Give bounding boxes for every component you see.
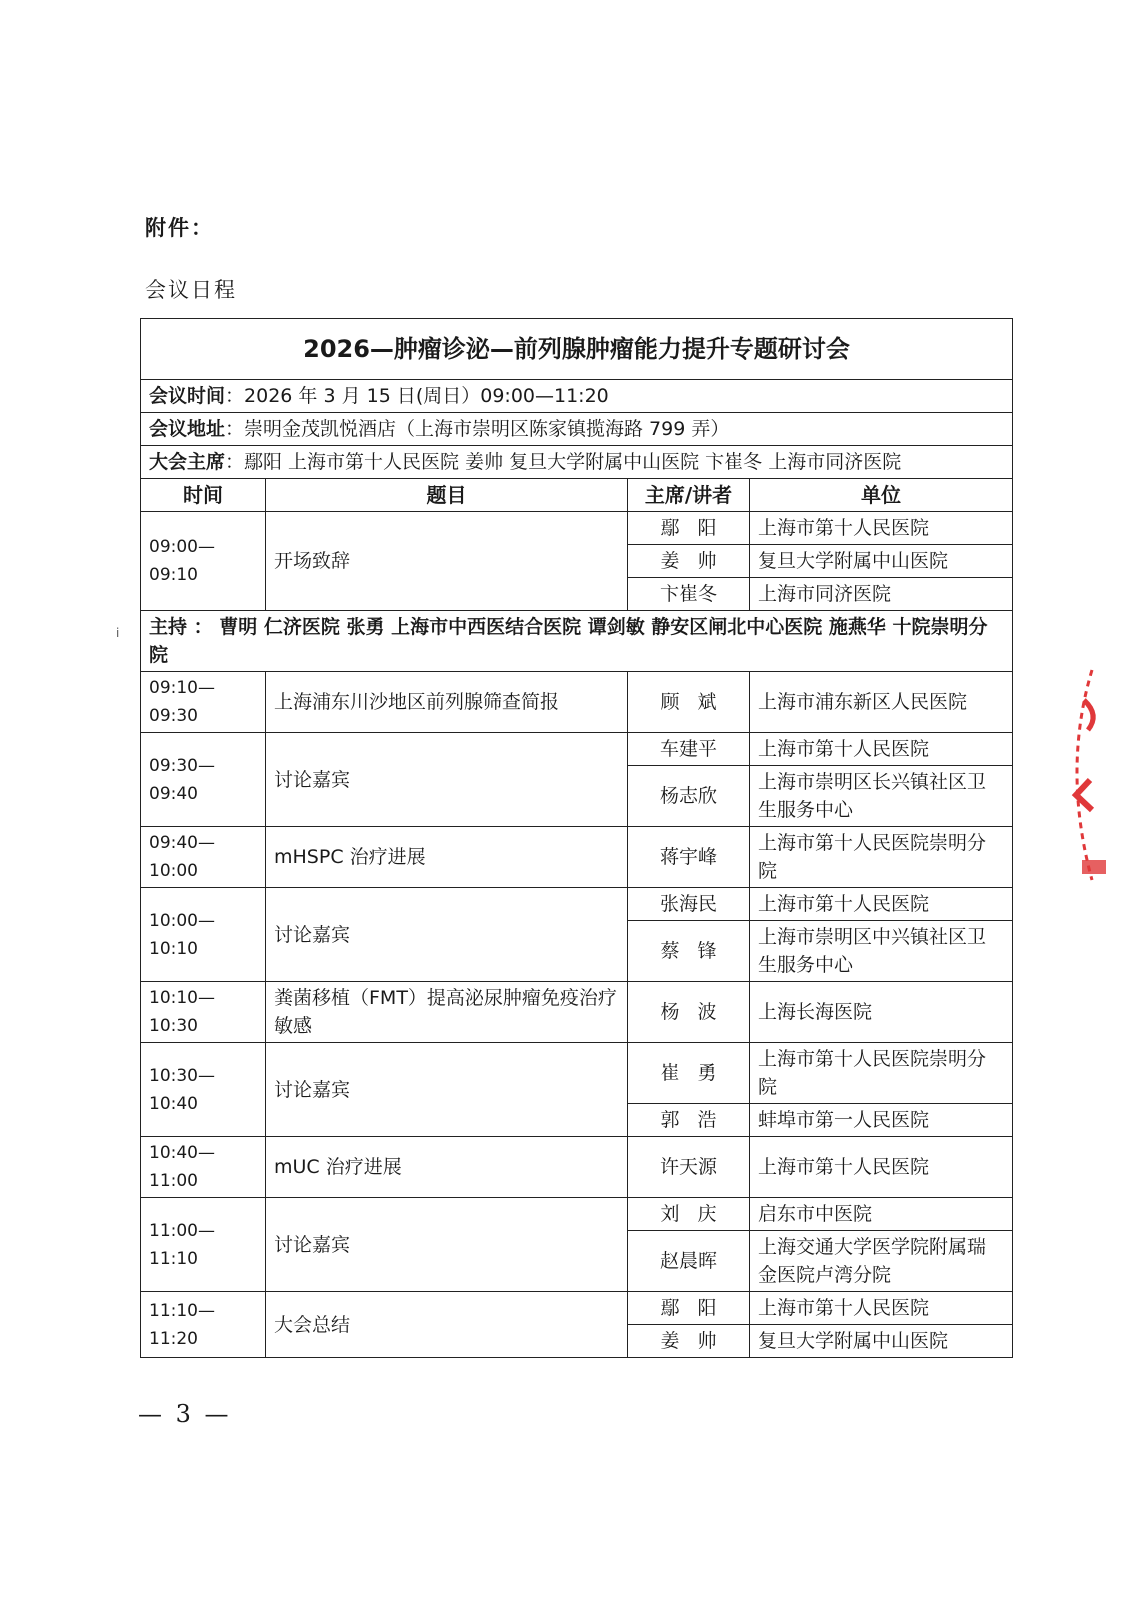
opening-topic: 开场致辞 xyxy=(266,512,628,611)
speaker-name: 鄢阳 xyxy=(628,1292,750,1325)
speaker-name: 杨志欣 xyxy=(628,766,750,827)
speaker-unit: 蚌埠市第一人民医院 xyxy=(750,1104,1013,1137)
session-row xyxy=(141,888,1013,921)
attachment-label: 附件： xyxy=(145,215,214,240)
session-topic: 讨论嘉宾 xyxy=(266,733,628,827)
speaker-unit: 上海市第十人民医院 xyxy=(750,1292,1013,1325)
speaker-name: 崔勇 xyxy=(628,1043,750,1104)
col-header-topic: 题目 xyxy=(266,479,628,512)
session-time: 10:40—11:00 xyxy=(141,1137,266,1198)
session-row xyxy=(141,733,1013,766)
speaker-unit: 上海市第十人民医院 xyxy=(750,888,1013,921)
session-topic: 上海浦东川沙地区前列腺筛查简报 xyxy=(266,672,628,733)
opening-speaker-name: 姜帅 xyxy=(628,545,750,578)
session-row xyxy=(141,672,1013,733)
session-row xyxy=(141,982,1013,1043)
session-time: 09:40—10:00 xyxy=(141,827,266,888)
chair-row xyxy=(141,446,1013,479)
speaker-name: 姜帅 xyxy=(628,1325,750,1358)
speaker-name: 许天源 xyxy=(628,1137,750,1198)
session-time: 09:30—09:40 xyxy=(141,733,266,827)
speaker-name: 郭浩 xyxy=(628,1104,750,1137)
session-time: 10:10—10:30 xyxy=(141,982,266,1043)
session-topic: 讨论嘉宾 xyxy=(266,1198,628,1292)
col-header-unit: 单位 xyxy=(750,479,1013,512)
session-time: 11:10—11:20 xyxy=(141,1292,266,1358)
speaker-name: 赵晨晖 xyxy=(628,1231,750,1292)
col-header-time: 时间 xyxy=(141,479,266,512)
speaker-unit: 启东市中医院 xyxy=(750,1198,1013,1231)
title-row xyxy=(141,319,1013,380)
schedule-table xyxy=(140,318,1013,1358)
chair-value: ：鄢阳 上海市第十人民医院 姜帅 复旦大学附属中山医院 卞崔冬 上海市同济医院 xyxy=(225,451,902,473)
session-time: 10:30—10:40 xyxy=(141,1043,266,1137)
venue-value: ：崇明金茂凯悦酒店（上海市崇明区陈家镇揽海路 799 弄） xyxy=(225,418,730,440)
session-row xyxy=(141,1198,1013,1231)
speaker-unit: 上海市浦东新区人民医院 xyxy=(750,672,1013,733)
meeting-chair xyxy=(141,446,1013,479)
opening-speaker-unit: 复旦大学附属中山医院 xyxy=(750,545,1013,578)
speaker-unit: 上海市崇明区长兴镇社区卫生服务中心 xyxy=(750,766,1013,827)
speaker-unit: 上海市第十人民医院 xyxy=(750,733,1013,766)
opening-row xyxy=(141,512,1013,545)
speaker-name: 顾斌 xyxy=(628,672,750,733)
agenda-heading: 会议日程 xyxy=(145,278,237,302)
speaker-name: 蒋宇峰 xyxy=(628,827,750,888)
speaker-unit: 上海市第十人民医院崇明分院 xyxy=(750,1043,1013,1104)
speaker-unit: 上海市崇明区中兴镇社区卫生服务中心 xyxy=(750,921,1013,982)
session-topic: 讨论嘉宾 xyxy=(266,1043,628,1137)
session-row xyxy=(141,1292,1013,1325)
speaker-unit: 上海市第十人民医院 xyxy=(750,1137,1013,1198)
margin-mark: ⅰ xyxy=(116,626,120,640)
session-row xyxy=(141,1137,1013,1198)
session-topic: 粪菌移植（FMT）提高泌尿肿瘤免疫治疗敏感 xyxy=(266,982,628,1043)
session-topic: mHSPC 治疗进展 xyxy=(266,827,628,888)
time-row xyxy=(141,380,1013,413)
meeting-time xyxy=(141,380,1013,413)
chair-label: 大会主席 xyxy=(149,451,226,473)
venue-row xyxy=(141,413,1013,446)
opening-time: 09:00—09:10 xyxy=(141,512,266,611)
opening-speaker-name: 鄢阳 xyxy=(628,512,750,545)
speaker-unit: 上海市第十人民医院崇明分院 xyxy=(750,827,1013,888)
time-label: 会议时间 xyxy=(149,385,226,407)
session-hosts: 主持 ： 曹明 仁济医院 张勇 上海市中西医结合医院 谭剑敏 静安区闸北中心医院 施燕华 十院崇明分院 xyxy=(141,611,1013,672)
session-topic: mUC 治疗进展 xyxy=(266,1137,628,1198)
speaker-unit: 复旦大学附属中山医院 xyxy=(750,1325,1013,1358)
speaker-name: 张海民 xyxy=(628,888,750,921)
col-header-speaker: 主席/讲者 xyxy=(628,479,750,512)
seal-stamp-icon xyxy=(1062,660,1122,890)
opening-speaker-unit: 上海市第十人民医院 xyxy=(750,512,1013,545)
speaker-name: 杨波 xyxy=(628,982,750,1043)
seal-stamp xyxy=(1062,660,1122,890)
time-value: ：2026 年 3 月 15 日(周日）09:00—11:20 xyxy=(225,385,609,407)
page-number: — 3 — xyxy=(138,1400,232,1428)
session-topic: 大会总结 xyxy=(266,1292,628,1358)
speaker-name: 车建平 xyxy=(628,733,750,766)
speaker-name: 刘庆 xyxy=(628,1198,750,1231)
speaker-unit: 上海长海医院 xyxy=(750,982,1013,1043)
venue-label: 会议地址 xyxy=(149,418,226,440)
column-header-row xyxy=(141,479,1013,512)
session-row xyxy=(141,827,1013,888)
meeting-title: 2026—肿瘤诊泌—前列腺肿瘤能力提升专题研讨会 xyxy=(141,319,1013,380)
hosts-row xyxy=(141,611,1013,672)
session-time: 10:00—10:10 xyxy=(141,888,266,982)
opening-speaker-unit: 上海市同济医院 xyxy=(750,578,1013,611)
speaker-name: 蔡锋 xyxy=(628,921,750,982)
session-topic: 讨论嘉宾 xyxy=(266,888,628,982)
meeting-venue xyxy=(141,413,1013,446)
opening-speaker-name: 卞崔冬 xyxy=(628,578,750,611)
session-row xyxy=(141,1043,1013,1104)
schedule-body xyxy=(141,319,1013,1358)
speaker-unit: 上海交通大学医学院附属瑞金医院卢湾分院 xyxy=(750,1231,1013,1292)
session-time: 11:00—11:10 xyxy=(141,1198,266,1292)
session-time: 09:10—09:30 xyxy=(141,672,266,733)
